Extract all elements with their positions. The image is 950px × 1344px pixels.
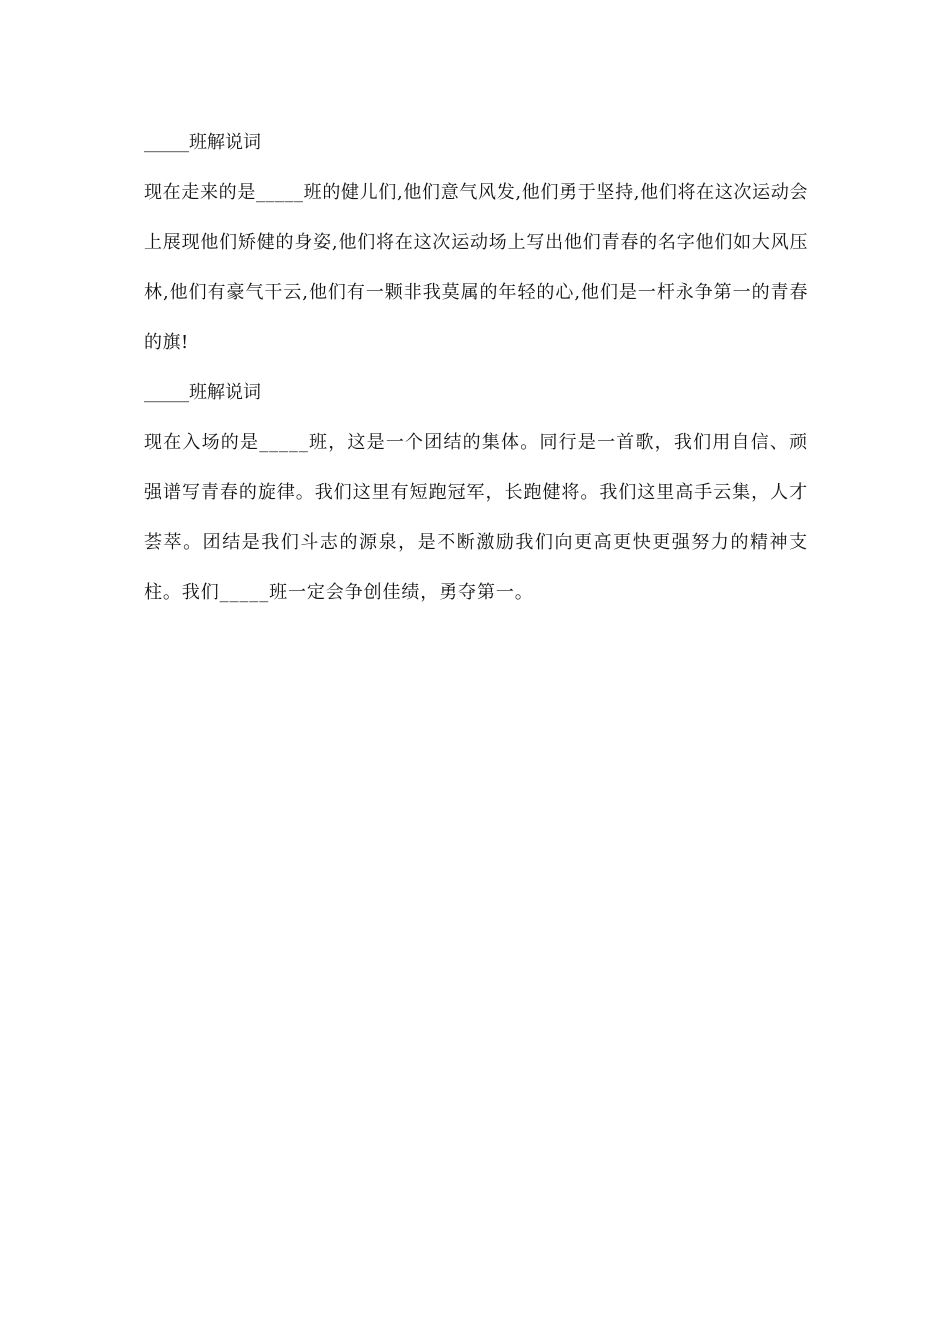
section-paragraph-2: 现在入场的是_____班，这是一个团结的集体。同行是一首歌，我们用自信、顽强谱写青春的旋律。我们这里有短跑冠军，长跑健将。我们这里高手云集，人才荟萃。团结是我们斗志的源泉，是不断激励我们向更高更快更强努力的精神支柱。我们_____班一定会争创佳绩，勇夺第一。 [144, 432, 808, 603]
section-heading-1: _____班解说词 [144, 132, 261, 153]
section-paragraph-1: 现在走来的是_____班的健儿们,他们意气风发,他们勇于坚持,他们将在这次运动会上展现他们矫健的身姿,他们将在这次运动场上写出他们青春的名字他们如大风压林,他们有豪气干云,他们有一颗非我莫属的年轻的心,他们是一杆永争第一的青春的旗! [144, 182, 808, 353]
document-body [144, 118, 808, 618]
section-heading-2: _____班解说词 [144, 382, 261, 403]
